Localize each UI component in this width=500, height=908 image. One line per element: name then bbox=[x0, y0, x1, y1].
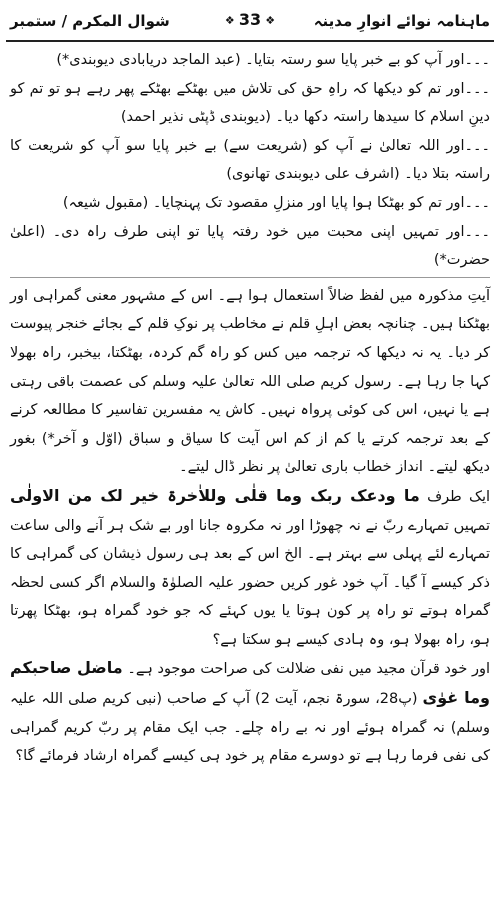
translation-item: ۔۔۔اور تمہیں اپنی محبت میں خود رفتہ پایا تو اپنی طرف راہ دی۔ (اعلیٰ حضرت*) bbox=[10, 223, 490, 269]
translation-item: ۔۔۔اور تم کو بھٹکا ہوا پایا اور منزلِ مقصود تک پہنچایا۔ (مقبول شیعہ) bbox=[62, 194, 490, 211]
paragraph-text: تمہیں تمہارے ربّ نے نہ چھوڑا اور نہ مکروہ جانا اور بے شک ہر آنے والی ساعت تمہارے لئے پہلی سے بہتر ہے۔ الخ اس کے بعد ہی رسول ذیشان کی گمراہی کا ذکر کیسے آ گیا۔ آپ خود غور کریں حضور علیہ الصلوٰۃ والسلام اگر کسی لحظہ گمراہ ہوتے تو راہ پر کون ہوتا یا یوں کہئے کہ جو خود گمراہ ہو، بھٹکا پھرتا ہو، راہ بھولا ہو، وہ ہادی کیسے ہو سکتا ہے؟ bbox=[10, 517, 490, 648]
page-header bbox=[6, 6, 494, 42]
quote-intro: ایک طرف bbox=[427, 488, 491, 505]
page-number: ❖ 33 ❖ bbox=[225, 10, 275, 29]
paragraph bbox=[10, 654, 490, 770]
arabic-quote: ما ودعک ربک وما قلٰی وللاٰخرۃ خیر لک من الاولٰی bbox=[10, 485, 420, 505]
paragraph: آیتِ مذکورہ میں لفظ ضالاً استعمال ہوا ہے۔ اس کے مشہور معنی گمراہی اور بھٹکنا ہیں۔ چنانچہ بعض اہلِ قلم نے مخاطب پر نوکِ قلم کے بجائے خنجر پیوست کر دیا۔ یہ نہ دیکھا کہ ترجمہ میں کس کو راہ گم کردہ، بھٹکتا، بیخبر، راہ بھولا کہا جا رہا ہے۔ رسول کریم صلی اللہ تعالیٰ علیہ وسلم کی عصمت باقی رہتی ہے یا نہیں، اس کی کوئی پرواہ نہیں۔ کاش یہ مفسرین تفاسیر کا مطالعہ کرنے کے بعد ترجمہ کرتے یا کم از کم اس آیت کا سیاق و سباق (اوّل و آخر*) بغور دیکھ لیتے۔ انداز خطاب باری تعالیٰ پر نظر ڈال لیتے۔ bbox=[10, 287, 490, 476]
article-body bbox=[6, 42, 494, 771]
translation-item: ۔۔۔اور اللہ تعالیٰ نے آپ کو (شریعت سے) بے خبر پایا سو آپ کو شریعت کا راستہ بتلا دیا۔ (اشرف علی دیوبندی تھانوی) bbox=[10, 137, 490, 183]
translation-item: ۔۔۔اور تم کو دیکھا کہ راہِ حق کی تلاش میں بھٹکے بھٹکے پھر رہے ہو تو تم کو دینِ اسلام کا سیدھا راستہ دکھا دیا۔ (دیوبندی ڈپٹی نذیر احمد) bbox=[10, 80, 490, 126]
paragraph-text: (پ28، سورۃ نجم، آیت 2) آپ کے صاحب (نبی کریم صلی اللہ علیہ وسلم) نہ گمراہ ہوئے اور نہ بے راہ چلے۔ جب ایک مقام پر ربّ کریم گمراہی کی نفی فرما رہا ہے تو دوسرے مقام پر خود ہی کیسے گمراہ ارشاد فرمائے گا؟ bbox=[10, 691, 490, 765]
paragraph-text: اور خود قرآن مجید میں نفی ضلالت کی صراحت موجود ہے۔ bbox=[127, 661, 491, 678]
paragraph bbox=[10, 482, 490, 655]
arabic-quote: ماضل صاحبکم وما غوٰی bbox=[10, 658, 490, 708]
magazine-title: ماہنامہ نوائے انوارِ مدینہ bbox=[313, 12, 490, 30]
issue-month: شوال المکرم / ستمبر bbox=[10, 12, 170, 30]
divider bbox=[10, 277, 490, 278]
translation-item: ۔۔۔اور آپ کو بے خبر پایا سو رستہ بتایا۔ (عبد الماجد دریابادی دیوبندی*) bbox=[56, 52, 490, 68]
